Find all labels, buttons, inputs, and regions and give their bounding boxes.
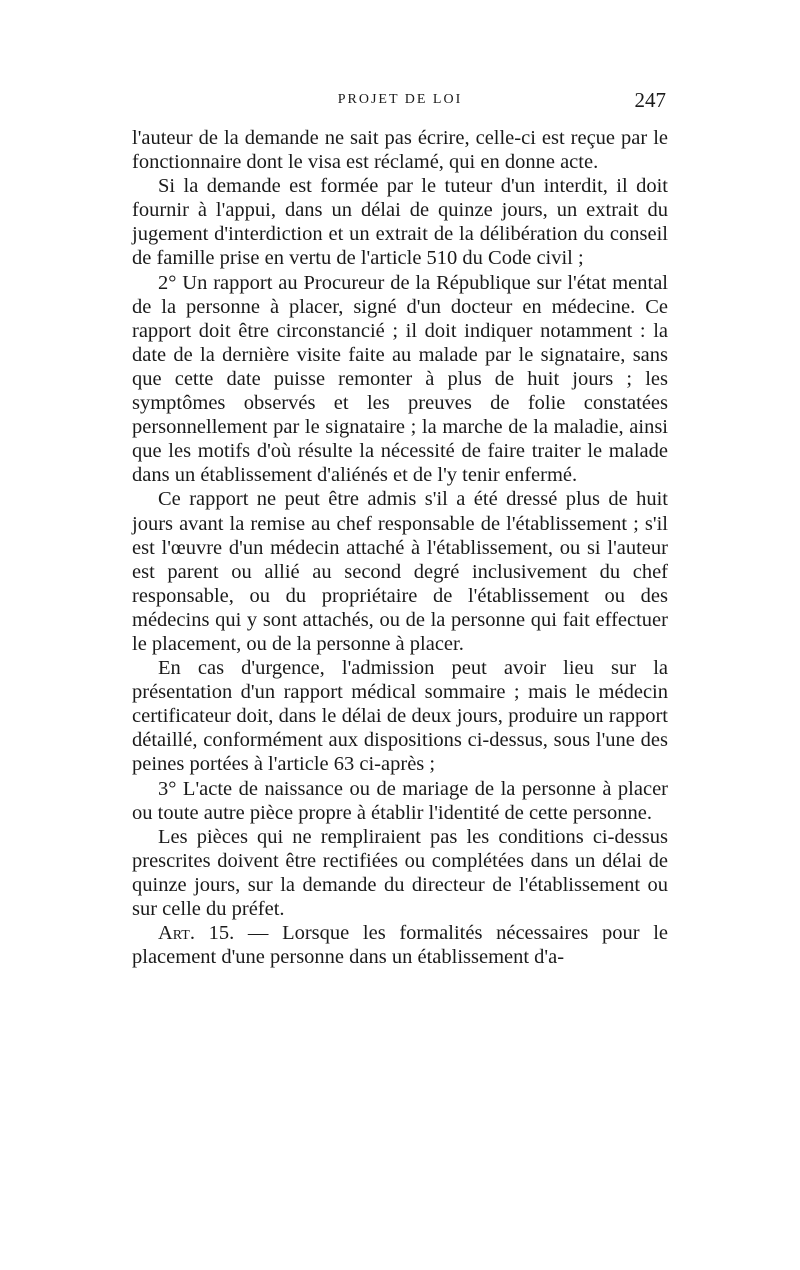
article-paragraph [132,921,668,969]
paragraph-1: l'auteur de la demande ne sait pas écrire, celle-ci est reçue par le fonctionnaire dont le visa est réclamé, qui en donne acte. [132,127,668,174]
paragraph-5: En cas d'urgence, l'admission peut avoir lieu sur la présentation d'un rapport médical sommaire ; mais le médecin certificateur doit, dans le délai de deux jours, produire un rapport détaillé, conformément aux dispositions ci-dessus, sous l'une des peines portées à l'article 63 ci-après ; [132,657,668,776]
paragraph-4: Ce rapport ne peut être admis s'il a été dressé plus de huit jours avant la remise au chef responsable de l'établissement ; s'il est l'œuvre d'un médecin attaché à l'établissement, ou si l'auteur est parent ou allié au second degré inclusivement du chef responsable, ou du propriétaire de l'établissement ou des médecins qui y sont attachés, ou de la personne qui fait effectuer le placement, ou de la personne à placer. [132,488,668,655]
paragraph-3: 2° Un rapport au Procureur de la République sur l'état mental de la personne à placer, signé d'un docteur en médecine. Ce rapport doit être circonstancié ; il doit indiquer notamment : la date de la dernière visite faite au malade par le signataire, sans que cette date puisse remonter à plus de huit jours ; les symptômes observés et les preuves de folie constatées personnellement par le signataire ; la marche de la maladie, ainsi que les motifs d'où résulte la nécessité de faire traiter le malade dans un établissement d'aliénés et de l'y tenir enfermé. [132,271,668,487]
page-number: 247 [634,88,666,112]
article-text: — Lorsque les formalités nécessaires pour le placement d'une personne dans un établissement d'a- [132,922,668,969]
paragraph-2: Si la demande est formée par le tuteur d'un interdit, il doit fournir à l'appui, dans un délai de quinze jours, un extrait du jugement d'interdiction et un extrait de la délibération du conseil de famille prise en vertu de l'article 510 du Code civil ; [132,175,668,270]
paragraph-7: Les pièces qui ne rempliraient pas les conditions ci-dessus prescrites doivent être rectifiées ou complétées dans un délai de quinze jours, sur la demande du directeur de l'établissement ou sur celle du préfet. [132,825,668,920]
paragraph-6: 3° L'acte de naissance ou de mariage de la personne à placer ou toute autre pièce propre à établir l'identité de cette personne. [132,777,668,824]
page-header [132,88,668,118]
running-title: PROJET DE LOI [337,92,463,107]
article-label: Art. 15. [158,922,235,945]
page-body [132,126,668,969]
